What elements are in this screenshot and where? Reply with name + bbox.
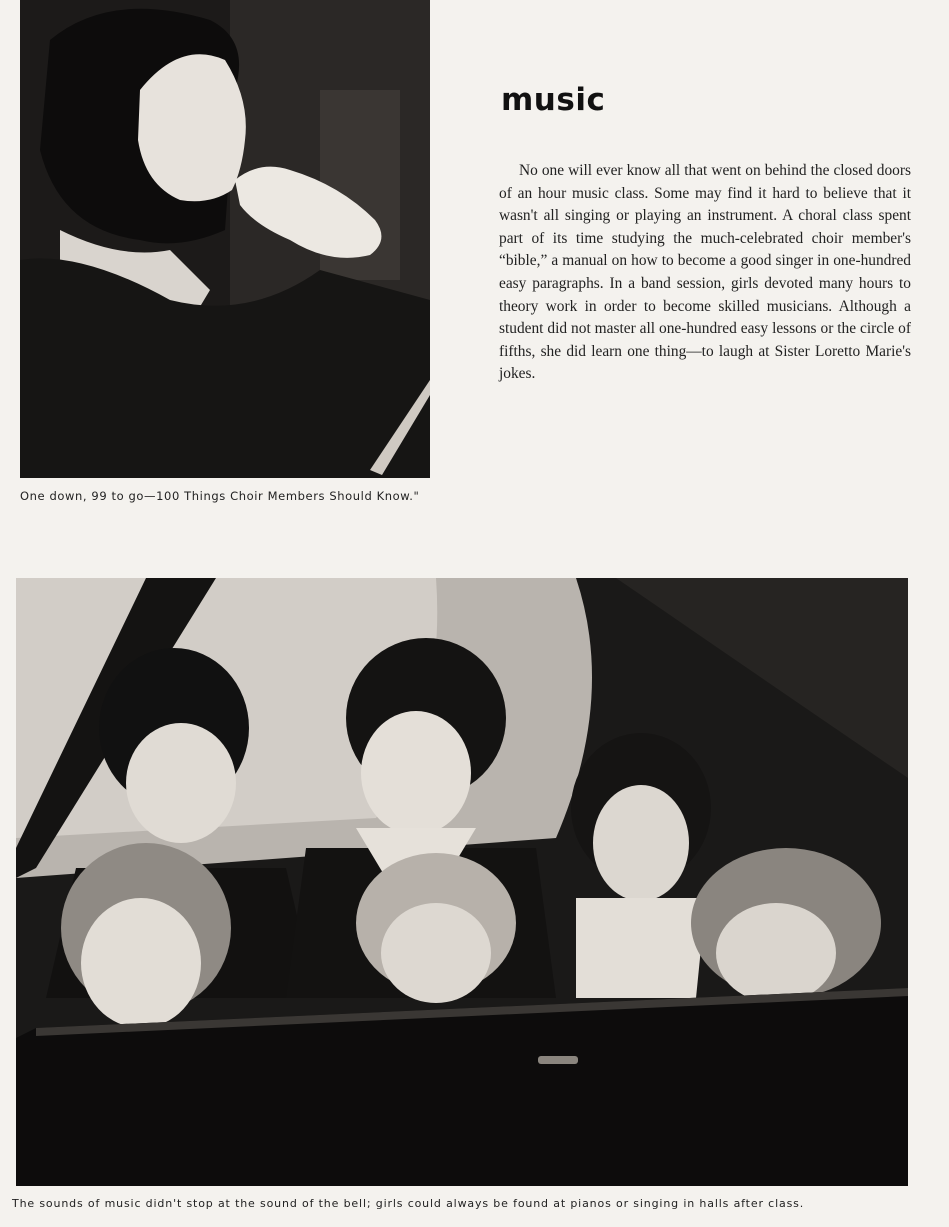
caption-top-photo: One down, 99 to go—100 Things Choir Members Should Know." [20, 489, 420, 503]
article-body: No one will ever know all that went on behind the closed doors of an hour music class. Some may find it hard to believe that it wasn't all singing or playing an instrument. A choral class spent part of its time studying the much-celebrated choir member's “bible,” a manual on how to become a good singer in one-hundred easy paragraphs. In a band session, girls devoted many hours to theory work in order to become skilled musicians. Although a student did not master all one-hundred easy lessons or the circle of fifths, she did learn one thing—to laugh at Sister Loretto Marie's jokes. [499, 162, 911, 383]
page-title: music [501, 82, 606, 118]
caption-bottom-photo: The sounds of music didn't stop at the sound of the bell; girls could always be found at pianos or singing in halls after class. [12, 1197, 805, 1210]
photo-girl-singing [20, 0, 430, 478]
photo-girls-at-piano [16, 578, 908, 1186]
